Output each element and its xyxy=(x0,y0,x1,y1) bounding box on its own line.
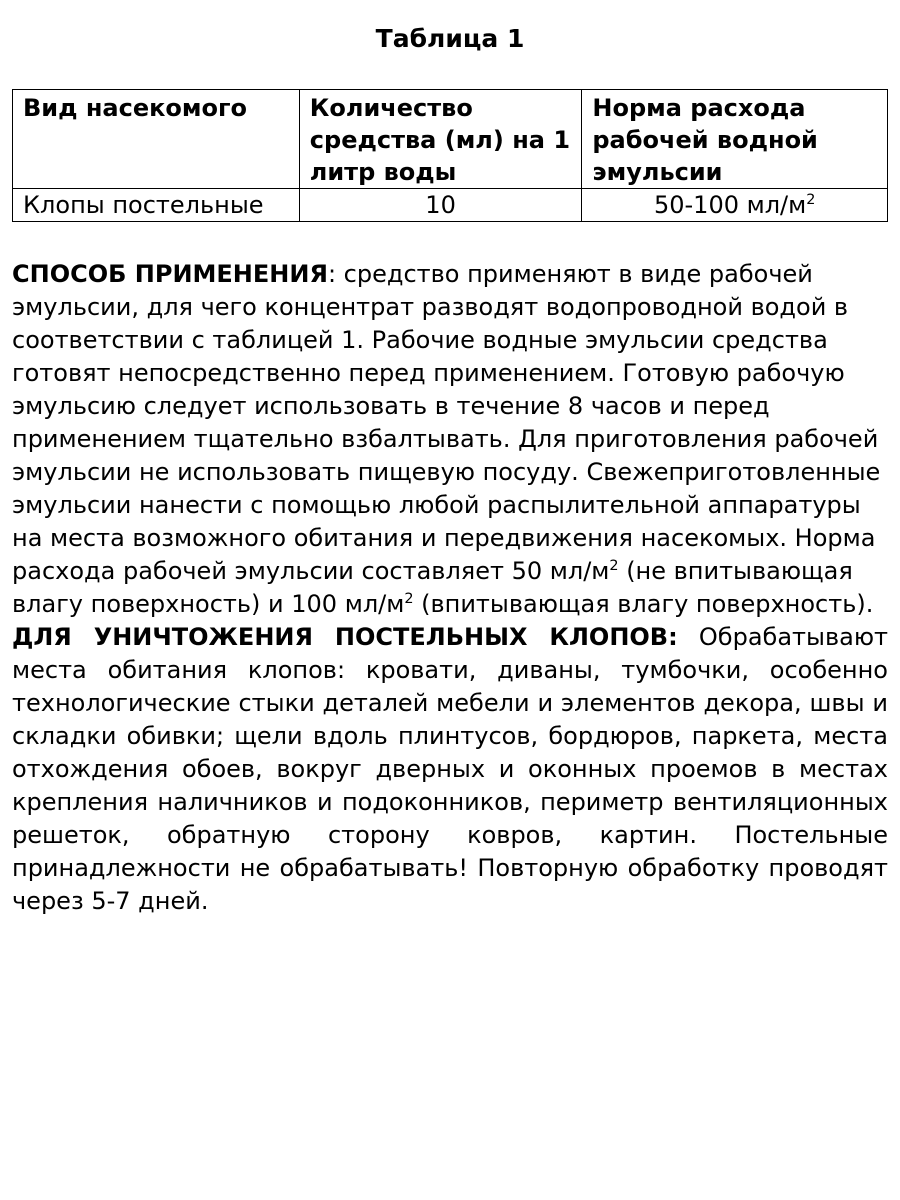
bedbugs-paragraph xyxy=(12,621,888,918)
table-title: Таблица 1 xyxy=(375,24,525,53)
cell-rate xyxy=(582,189,888,222)
header-insect-type: Вид насекомого xyxy=(13,90,300,189)
application-superscript-1: 2 xyxy=(609,558,619,574)
application-text-1: : средство применяют в виде рабочей эмульсии, для чего концентрат разводят водопроводной водой в соответствии с таблицей 1. Рабочие водные эмульсии средства готовят непосредственно перед применением. Готовую рабочую эмульсию следует использовать в течение 8 часов и перед применением тщательно взбалтывать. Для приготовления рабочей эмульсии не использовать пищевую посуду. Свежеприготовленные эмульсии нанести с помощью любой распылительной аппаратуры на места возможного обитания и передвижения насекомых. Норма расхода рабочей эмульсии составляет 50 мл/м xyxy=(12,260,881,585)
instructions-body xyxy=(12,258,888,918)
cell-insect: Клопы постельные xyxy=(13,189,300,222)
application-paragraph xyxy=(12,258,888,621)
application-text-3: (впитывающая влагу поверхность). xyxy=(413,590,874,618)
cell-rate-superscript: 2 xyxy=(806,192,816,208)
dosage-table xyxy=(12,89,888,222)
table-header-row xyxy=(13,90,888,189)
application-heading: СПОСОБ ПРИМЕНЕНИЯ xyxy=(12,260,328,288)
bedbugs-text: Обрабатывают места обитания клопов: кровати, диваны, тумбочки, особенно технологические стыки деталей мебели и элементов декора, швы и складки обивки; щели вдоль плинтусов, бордюров, паркета, места отхождения обоев, вокруг дверных и оконных проемов в местах крепления наличников и подоконников, периметр вентиляционных решеток, обратную сторону ковров, картин. Постельные принадлежности не обрабатывать! Повторную обработку проводят через 5-7 дней. xyxy=(12,623,888,915)
application-superscript-2: 2 xyxy=(404,591,414,607)
header-amount-per-liter: Количество средства (мл) на 1 литр воды xyxy=(299,90,582,189)
table-row xyxy=(13,189,888,222)
application-text-2: (не впитывающая влагу поверхность) и 100 мл/м xyxy=(12,557,853,618)
cell-amount: 10 xyxy=(299,189,582,222)
cell-rate-value: 50-100 мл/м xyxy=(653,191,807,219)
bedbugs-heading: ДЛЯ УНИЧТОЖЕНИЯ ПОСТЕЛЬНЫХ КЛОПОВ: xyxy=(12,623,678,651)
header-consumption-rate: Норма расхода рабочей водной эмульсии xyxy=(582,90,888,189)
